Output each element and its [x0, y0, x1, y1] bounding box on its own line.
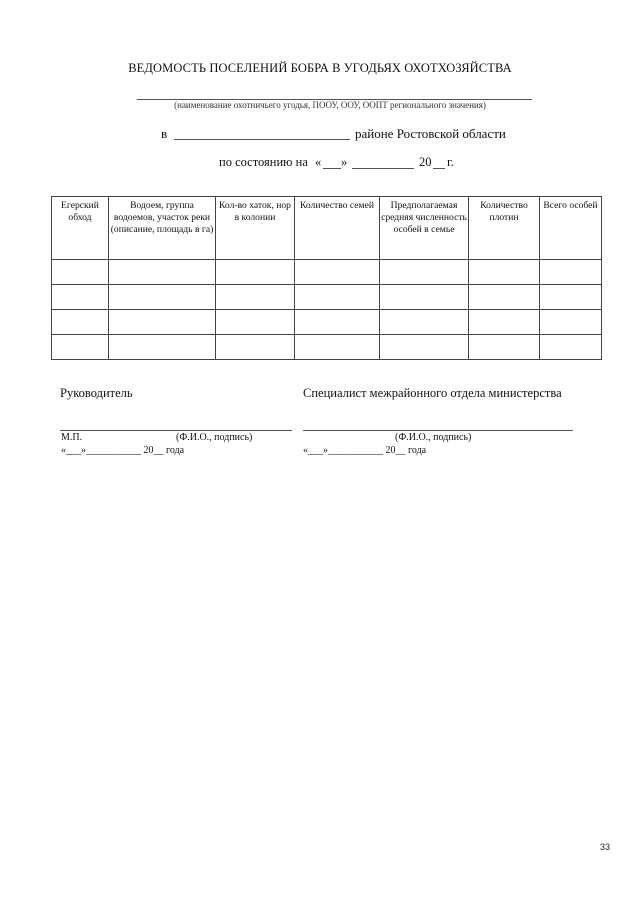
table-cell[interactable] [52, 310, 109, 335]
table-cell[interactable] [109, 310, 216, 335]
table-cell[interactable] [380, 335, 469, 360]
specialist-title: Специалист межрайонного отдела министерства [303, 386, 562, 400]
table-cell[interactable] [216, 285, 295, 310]
as-of-label: по состоянию на [219, 155, 308, 169]
table-cell[interactable] [540, 335, 602, 360]
month-line [352, 168, 414, 169]
table-cell[interactable] [295, 310, 380, 335]
region-prefix: в [161, 126, 168, 141]
stamp-place-label: М.П. [61, 432, 83, 443]
document-title: ВЕДОМОСТЬ ПОСЕЛЕНИЙ БОБРА В УГОДЬЯХ ОХОТХОЗЯЙСТВА [128, 61, 512, 75]
table-cell[interactable] [109, 335, 216, 360]
manager-title: Руководитель [60, 386, 133, 400]
table-row [52, 285, 602, 310]
org-name-caption: (наименование охотничьего угодья, ПООУ, ООУ, ООПТ регионального значения) [174, 100, 486, 110]
header-dams-count: Количество плотин [469, 197, 540, 260]
manager-signature-line [60, 430, 292, 431]
year-suffix: г. [447, 155, 454, 169]
table-cell[interactable] [469, 260, 540, 285]
table-cell[interactable] [52, 260, 109, 285]
year-prefix: 20 [419, 155, 432, 169]
day-line [323, 168, 341, 169]
table-cell[interactable] [540, 260, 602, 285]
beaver-settlements-table [51, 196, 602, 360]
table-cell[interactable] [216, 310, 295, 335]
table-cell[interactable] [52, 335, 109, 360]
date-close-quote: » [341, 155, 348, 169]
table-cell[interactable] [540, 310, 602, 335]
table-cell[interactable] [216, 335, 295, 360]
header-families-count: Количество семей [295, 197, 380, 260]
manager-date: «___»___________ 20__ года [61, 445, 185, 456]
table-row [52, 335, 602, 360]
year-line [433, 168, 445, 169]
date-open-quote: « [315, 155, 322, 169]
header-total-animals: Всего особей [540, 197, 602, 260]
table-cell[interactable] [295, 260, 380, 285]
table-cell[interactable] [469, 285, 540, 310]
page-number: 33 [599, 842, 610, 852]
specialist-signature-line [303, 430, 573, 431]
table-row [52, 260, 602, 285]
specialist-fio-caption: (Ф.И.О., подпись) [395, 432, 472, 443]
table-cell[interactable] [469, 310, 540, 335]
table-cell[interactable] [540, 285, 602, 310]
table-cell[interactable] [109, 260, 216, 285]
table-cell[interactable] [109, 285, 216, 310]
table-cell[interactable] [380, 285, 469, 310]
header-lodges-count: Кол-во хаток, нор в колонии [216, 197, 295, 260]
header-avg-family-size: Предполагаемая средняя численность особей в семье [380, 197, 469, 260]
table-cell[interactable] [216, 260, 295, 285]
table-cell[interactable] [295, 285, 380, 310]
table-cell[interactable] [52, 285, 109, 310]
header-water-body: Водоем, группа водоемов, участок реки (описание, площадь в га) [109, 197, 216, 260]
specialist-date: «___»___________ 20__ года [303, 445, 427, 456]
region-suffix: районе Ростовской области [355, 126, 506, 141]
manager-fio-caption: (Ф.И.О., подпись) [176, 432, 253, 443]
table-cell[interactable] [469, 335, 540, 360]
table-cell[interactable] [380, 260, 469, 285]
region-name-line [174, 139, 350, 140]
header-ranger-district: Егерский обход [52, 197, 109, 260]
table-row [52, 310, 602, 335]
table-header-row [52, 197, 602, 260]
table-cell[interactable] [295, 335, 380, 360]
table-cell[interactable] [380, 310, 469, 335]
